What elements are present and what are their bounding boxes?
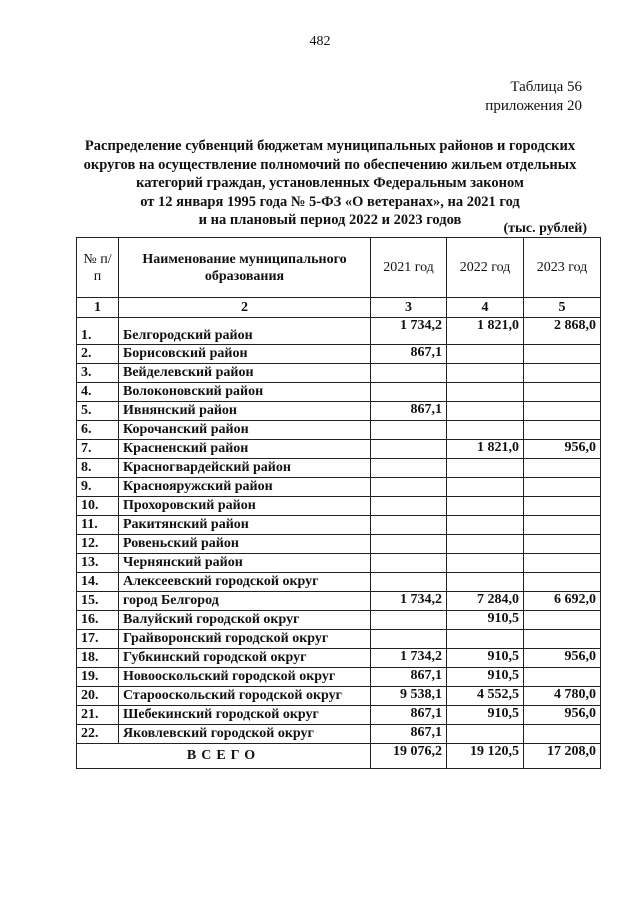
table-row (77, 459, 601, 478)
row-number: 17. (77, 630, 119, 649)
subsidy-table (76, 237, 601, 769)
column-index: 5 (524, 298, 601, 318)
table-row (77, 573, 601, 592)
value-2021 (371, 478, 447, 497)
value-2021 (371, 630, 447, 649)
title-line: категорий граждан, установленных Федеральным законом (136, 175, 524, 191)
units-label: (тыс. рублей) (503, 221, 587, 236)
table-number: Таблица 56 (510, 79, 582, 95)
value-2022 (447, 402, 524, 421)
table-row (77, 611, 601, 630)
table-row (77, 478, 601, 497)
value-2021: 867,1 (371, 706, 447, 725)
row-number: 4. (77, 383, 119, 402)
value-2022: 1 821,0 (447, 440, 524, 459)
value-2022 (447, 573, 524, 592)
value-2021 (371, 497, 447, 516)
row-number: 9. (77, 478, 119, 497)
row-number: 8. (77, 459, 119, 478)
header-name: Наименование муниципального образования (119, 238, 371, 298)
row-number: 3. (77, 364, 119, 383)
value-2022: 910,5 (447, 611, 524, 630)
column-index: 2 (119, 298, 371, 318)
value-2023 (524, 668, 601, 687)
page-number: 482 (309, 34, 331, 49)
value-2022: 910,5 (447, 649, 524, 668)
value-2023: 956,0 (524, 706, 601, 725)
value-2022 (447, 383, 524, 402)
municipality-name: Ивнянский район (119, 402, 371, 421)
value-2023 (524, 535, 601, 554)
table-row (77, 725, 601, 744)
municipality-name: Краснояружский район (119, 478, 371, 497)
municipality-name: Алексеевский городской округ (119, 573, 371, 592)
value-2021: 1 734,2 (371, 649, 447, 668)
value-2023 (524, 630, 601, 649)
table-row (77, 687, 601, 706)
value-2021 (371, 554, 447, 573)
table-row (77, 497, 601, 516)
table-row (77, 592, 601, 611)
value-2021: 9 538,1 (371, 687, 447, 706)
row-number: 14. (77, 573, 119, 592)
table-row (77, 318, 601, 345)
row-number: 11. (77, 516, 119, 535)
municipality-name: Красногвардейский район (119, 459, 371, 478)
header-year-2021: 2021 год (371, 238, 447, 298)
table-header-row (77, 238, 601, 298)
row-number: 18. (77, 649, 119, 668)
row-number: 13. (77, 554, 119, 573)
column-index: 4 (447, 298, 524, 318)
row-number: 2. (77, 345, 119, 364)
value-2022 (447, 497, 524, 516)
table-row (77, 649, 601, 668)
row-number: 15. (77, 592, 119, 611)
table-row (77, 383, 601, 402)
table-row (77, 345, 601, 364)
municipality-name: Красненский район (119, 440, 371, 459)
value-2022 (447, 535, 524, 554)
column-index: 3 (371, 298, 447, 318)
title-line: от 12 января 1995 года № 5-ФЗ «О ветеранах», на 2021 год (140, 193, 520, 210)
value-2021: 867,1 (371, 668, 447, 687)
table-row (77, 440, 601, 459)
value-2022 (447, 554, 524, 573)
title-line: и на плановый период 2022 и 2023 годов (198, 212, 462, 228)
value-2022 (447, 725, 524, 744)
municipality-name: Прохоровский район (119, 497, 371, 516)
municipality-name: Волоконовский район (119, 383, 371, 402)
table-row (77, 516, 601, 535)
row-number: 12. (77, 535, 119, 554)
row-number: 6. (77, 421, 119, 440)
value-2022 (447, 345, 524, 364)
total-2021: 19 076,2 (371, 744, 447, 769)
value-2021 (371, 573, 447, 592)
municipality-name: Шебекинский городской округ (119, 706, 371, 725)
table-reference (485, 78, 582, 116)
row-number: 7. (77, 440, 119, 459)
table-row (77, 630, 601, 649)
municipality-name: Белгородский район (119, 318, 371, 345)
title-line: Распределение субвенций бюджетам муниципальных районов и городских (84, 138, 576, 154)
value-2023 (524, 725, 601, 744)
total-row (77, 744, 601, 769)
table-row (77, 706, 601, 725)
row-number: 19. (77, 668, 119, 687)
total-2022: 19 120,5 (447, 744, 524, 769)
value-2022: 1 821,0 (447, 318, 524, 345)
municipality-name: Новооскольский городской округ (119, 668, 371, 687)
value-2021 (371, 535, 447, 554)
value-2021: 867,1 (371, 402, 447, 421)
title-line: округов на осуществление полномочий по обеспечению жильем отдельных (83, 156, 577, 173)
municipality-name: Грайворонский городской округ (119, 630, 371, 649)
row-number: 22. (77, 725, 119, 744)
value-2023: 6 692,0 (524, 592, 601, 611)
table-row (77, 421, 601, 440)
value-2023 (524, 402, 601, 421)
value-2022: 7 284,0 (447, 592, 524, 611)
value-2023 (524, 383, 601, 402)
value-2021: 867,1 (371, 725, 447, 744)
value-2022: 4 552,5 (447, 687, 524, 706)
value-2022 (447, 459, 524, 478)
value-2023 (524, 497, 601, 516)
value-2023 (524, 478, 601, 497)
column-index: 1 (77, 298, 119, 318)
municipality-name: Губкинский городской округ (119, 649, 371, 668)
table-row (77, 535, 601, 554)
value-2021 (371, 364, 447, 383)
value-2023 (524, 611, 601, 630)
value-2023: 2 868,0 (524, 318, 601, 345)
row-number: 20. (77, 687, 119, 706)
value-2021: 1 734,2 (371, 592, 447, 611)
municipality-name: Чернянский район (119, 554, 371, 573)
value-2023: 956,0 (524, 440, 601, 459)
table-row (77, 402, 601, 421)
header-number: № п/п (77, 238, 119, 298)
value-2022 (447, 421, 524, 440)
value-2023 (524, 421, 601, 440)
value-2022: 910,5 (447, 706, 524, 725)
row-number: 10. (77, 497, 119, 516)
value-2021 (371, 611, 447, 630)
value-2022 (447, 364, 524, 383)
document-title (60, 137, 600, 230)
value-2021 (371, 459, 447, 478)
total-2023: 17 208,0 (524, 744, 601, 769)
appendix-number: приложения 20 (485, 98, 582, 114)
municipality-name: город Белгород (119, 592, 371, 611)
municipality-name: Вейделевский район (119, 364, 371, 383)
municipality-name: Ровеньский район (119, 535, 371, 554)
row-number: 5. (77, 402, 119, 421)
municipality-name: Корочанский район (119, 421, 371, 440)
municipality-name: Ракитянский район (119, 516, 371, 535)
row-number: 16. (77, 611, 119, 630)
value-2023 (524, 554, 601, 573)
value-2023: 4 780,0 (524, 687, 601, 706)
municipality-name: Борисовский район (119, 345, 371, 364)
value-2022: 910,5 (447, 668, 524, 687)
value-2021 (371, 516, 447, 535)
value-2022 (447, 516, 524, 535)
municipality-name: Валуйский городской округ (119, 611, 371, 630)
table-row (77, 364, 601, 383)
municipality-name: Яковлевский городской округ (119, 725, 371, 744)
value-2021 (371, 383, 447, 402)
value-2021 (371, 421, 447, 440)
value-2021: 867,1 (371, 345, 447, 364)
header-year-2022: 2022 год (447, 238, 524, 298)
municipality-name: Старооскольский городской округ (119, 687, 371, 706)
value-2023 (524, 364, 601, 383)
value-2022 (447, 478, 524, 497)
table-row (77, 668, 601, 687)
value-2021 (371, 440, 447, 459)
table-row (77, 554, 601, 573)
value-2023 (524, 516, 601, 535)
column-index-row (77, 298, 601, 318)
value-2023 (524, 459, 601, 478)
value-2023 (524, 345, 601, 364)
value-2023: 956,0 (524, 649, 601, 668)
value-2021: 1 734,2 (371, 318, 447, 345)
total-label: ВСЕГО (77, 744, 371, 769)
value-2022 (447, 630, 524, 649)
row-number: 1. (77, 318, 119, 345)
value-2023 (524, 573, 601, 592)
header-year-2023: 2023 год (524, 238, 601, 298)
row-number: 21. (77, 706, 119, 725)
